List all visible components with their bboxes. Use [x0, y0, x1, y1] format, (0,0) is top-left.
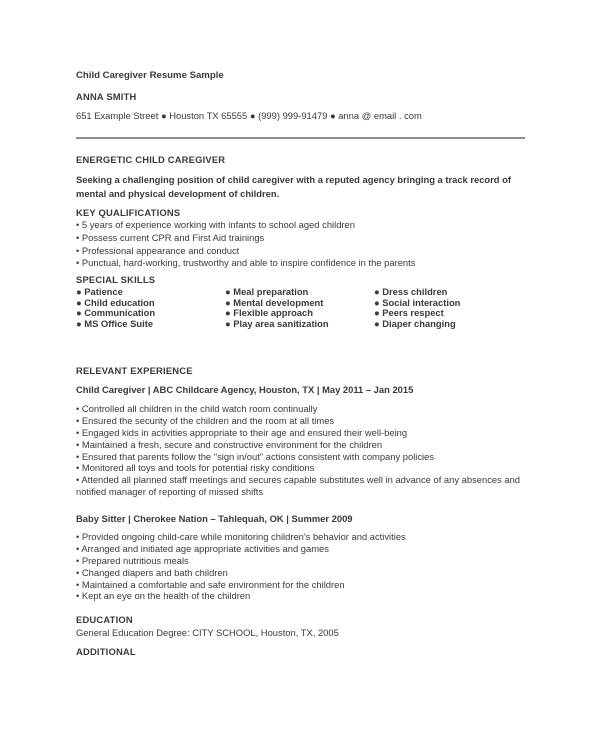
experience-heading: RELEVANT EXPERIENCE: [76, 365, 193, 376]
list-item: • Provided ongoing child-care while monitoring children's behavior and activities: [76, 531, 406, 542]
skills-heading: SPECIAL SKILLS: [76, 274, 156, 285]
skills-column-2: [225, 287, 329, 329]
list-item: • Maintained a fresh, secure and constructive environment for the children: [76, 438, 383, 450]
skill-item: ● Dress children: [374, 286, 448, 297]
candidate-name: ANNA SMITH: [76, 91, 137, 102]
skill-item: ● Diaper changing: [374, 317, 456, 329]
skill-item: ● MS Office Suite: [76, 317, 154, 329]
list-item: • Professional appearance and conduct: [76, 244, 240, 256]
list-item: • Ensured that parents follow the "sign in/out" actions consistent with company policies: [76, 450, 435, 462]
skill-item: ● Child education: [76, 296, 155, 308]
list-item: • Ensured the security of the children and the room at all times: [76, 414, 335, 426]
job-duties-list: [76, 531, 406, 602]
list-item: • Monitored all toys and tools for potential risky conditions: [76, 462, 315, 474]
skill-item: ● Mental development: [225, 296, 324, 308]
list-item: • Maintained a comfortable and safe environment for the children: [76, 578, 345, 590]
contact-line: 651 Example Street ● Houston TX 65555 ● (999) 999-91479 ● anna @ email . com: [76, 110, 422, 121]
skill-item: ● Peers respect: [374, 307, 444, 319]
job-title: Child Caregiver | ABC Childcare Agency, Houston, TX | May 2011 – Jan 2015: [76, 384, 414, 395]
skill-item: ● Meal preparation: [225, 286, 309, 297]
list-item: notified manager of reporting of missed shifts: [76, 486, 264, 498]
qualifications-heading: KEY QUALIFICATIONS: [76, 207, 181, 218]
skill-item: ● Patience: [76, 286, 123, 297]
list-item: • Changed diapers and bath children: [76, 566, 228, 578]
list-item: • Engaged kids in activities appropriate to their age and ensured their well-being: [76, 426, 408, 438]
skill-item: ● Flexible approach: [225, 307, 313, 319]
list-item: • Kept an eye on the health of the children: [76, 590, 251, 602]
summary-text: Seeking a challenging position of child caregiver with a reputed agency bringing a track record of mental and physical development of children.: [76, 174, 511, 199]
list-item: • 5 years of experience working with infants to school aged children: [76, 219, 355, 230]
summary-heading: ENERGETIC CHILD CAREGIVER: [76, 154, 226, 165]
additional-heading: ADDITIONAL: [76, 646, 136, 657]
skill-item: ● Communication: [76, 307, 156, 319]
skill-item: ● Play area sanitization: [225, 317, 329, 329]
qualifications-list: [76, 219, 415, 270]
list-item: • Punctual, hard-working, trustworthy and able to inspire confidence in the parents: [76, 257, 416, 269]
list-item: • Arranged and initiated age appropriate activities and games: [76, 542, 329, 554]
list-item: • Prepared nutritious meals: [76, 554, 189, 566]
skills-column-1: [76, 287, 155, 329]
job-title: Baby Sitter | Cherokee Nation – Tahlequah, OK | Summer 2009: [76, 513, 353, 524]
skills-column-3: [374, 287, 460, 329]
skill-item: ● Social interaction: [374, 296, 461, 308]
list-item: • Attended all planned staff meetings and secures capable substitutes well in advance of any absences and: [76, 474, 521, 486]
resume-page: [76, 0, 526, 730]
header-divider: [76, 137, 525, 139]
document-title: Child Caregiver Resume Sample: [76, 70, 224, 81]
list-item: • Controlled all children in the child watch room continually: [76, 403, 318, 414]
job-duties-list: [76, 403, 520, 498]
education-text: General Education Degree: CITY SCHOOL, Houston, TX, 2005: [76, 627, 339, 638]
education-heading: EDUCATION: [76, 614, 133, 625]
list-item: • Possess current CPR and First Aid trainings: [76, 231, 265, 243]
